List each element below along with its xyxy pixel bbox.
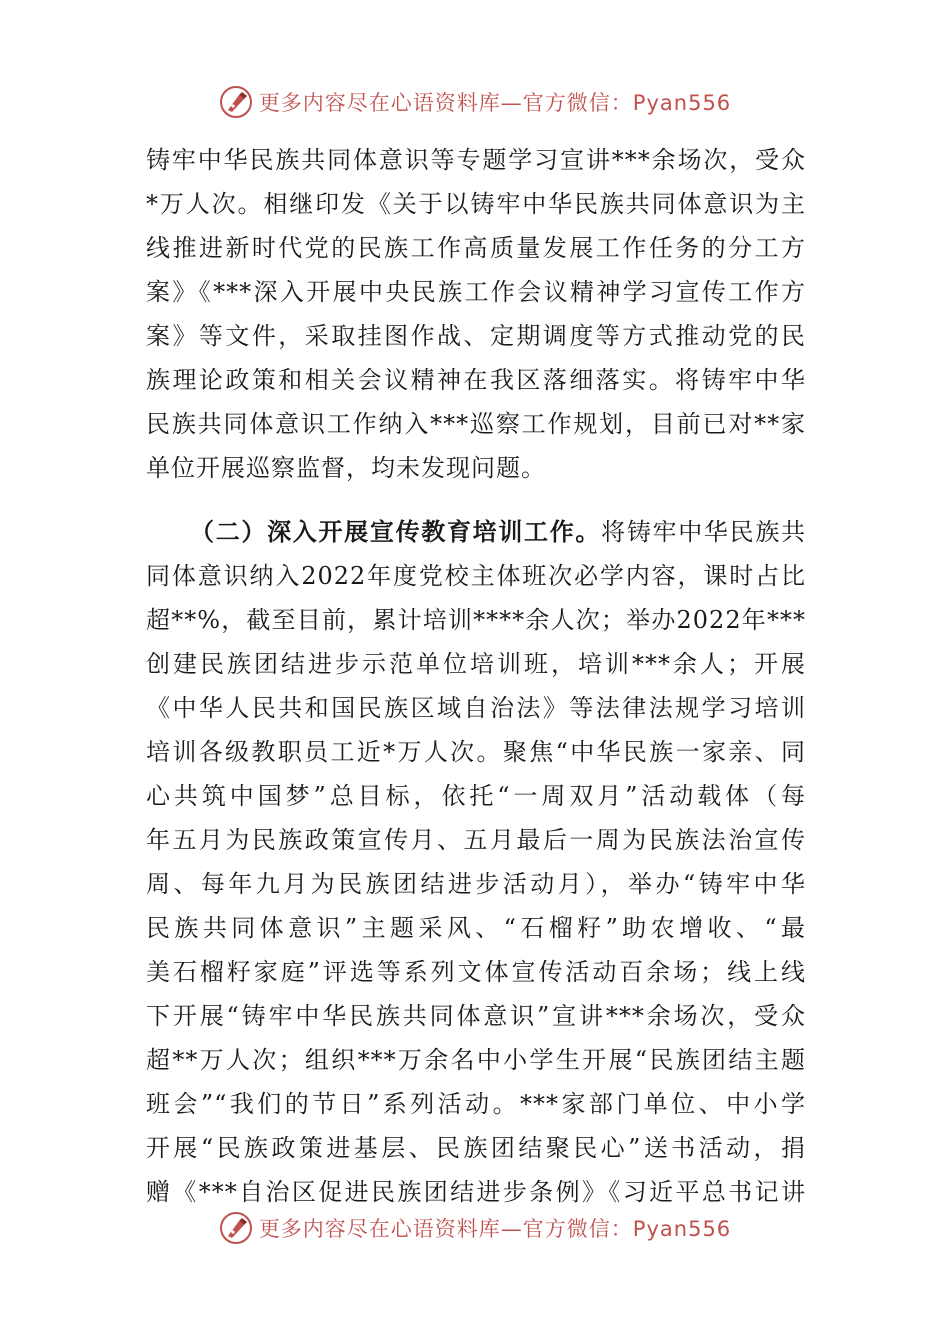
- text-line: 族理论政策和相关会议精神在我区落细落实。将铸牢中华: [146, 366, 806, 394]
- header-banner: [0, 82, 950, 122]
- banner-text: 更多内容尽在心语资料库—官方微信：Pyan556: [258, 91, 732, 115]
- text-line: 《中华人民共和国民族区域自治法》等法律法规学习培训: [146, 694, 806, 722]
- text-line: 超**万人次；组织***万余名中小学生开展“民族团结主题: [146, 1046, 806, 1074]
- text-line: 年五月为民族政策宣传月、五月最后一周为民族法治宣传: [146, 826, 806, 854]
- text-line: 培训各级教职员工近*万人次。聚焦“中华民族一家亲、同: [146, 738, 806, 766]
- text-line: 线推进新时代党的民族工作高质量发展工作任务的分工方: [146, 234, 806, 262]
- text-line: 民族共同体意识工作纳入***巡察工作规划，目前已对**家: [146, 410, 806, 438]
- paragraph-2: [146, 510, 806, 1214]
- text-line: 同体意识纳入2022年度党校主体班次必学内容，课时占比: [146, 562, 806, 590]
- pen-nib-logo-icon: [219, 85, 253, 119]
- text-line: 开展“民族政策进基层、民族团结聚民心”送书活动，捐: [146, 1134, 806, 1162]
- text-line-first: [146, 510, 806, 554]
- text-line: 单位开展巡察监督，均未发现问题。: [146, 454, 546, 482]
- paragraph-1: [146, 138, 806, 490]
- text-line: *万人次。相继印发《关于以铸牢中华民族共同体意识为主: [146, 190, 806, 218]
- text-line: 下开展“铸牢中华民族共同体意识”宣讲***余场次，受众: [146, 1002, 806, 1030]
- section-heading: （二）深入开展宣传教育培训工作。: [190, 517, 602, 546]
- text-line: 创建民族团结进步示范单位培训班，培训***余人；开展: [146, 650, 806, 678]
- text-line: 民族共同体意识”主题采风、“石榴籽”助农增收、“最: [146, 914, 806, 942]
- text-run: 将铸牢中华民族共: [601, 518, 807, 546]
- text-line: 案》等文件，采取挂图作战、定期调度等方式推动党的民: [146, 322, 806, 350]
- banner-text: 更多内容尽在心语资料库—官方微信：Pyan556: [258, 1217, 732, 1241]
- footer-banner: [0, 1208, 950, 1248]
- document-body: [146, 138, 806, 1214]
- pen-nib-logo-icon: [219, 1211, 253, 1245]
- text-line: 美石榴籽家庭”评选等系列文体宣传活动百余场；线上线: [146, 958, 806, 986]
- text-line: 班会”“我们的节日”系列活动。***家部门单位、中小学: [146, 1090, 806, 1118]
- text-line: 案》《***深入开展中央民族工作会议精神学习宣传工作方: [146, 278, 806, 306]
- text-line: 铸牢中华民族共同体意识等专题学习宣讲***余场次，受众: [146, 146, 806, 174]
- text-line: 赠《***自治区促进民族团结进步条例》《习近平总书记讲: [146, 1178, 806, 1206]
- text-line: 心共筑中国梦”总目标，依托“一周双月”活动载体（每: [146, 782, 806, 810]
- text-line: 超**%，截至目前，累计培训****余人次；举办2022年***: [146, 606, 806, 634]
- text-line: 周、每年九月为民族团结进步活动月），举办“铸牢中华: [146, 870, 806, 898]
